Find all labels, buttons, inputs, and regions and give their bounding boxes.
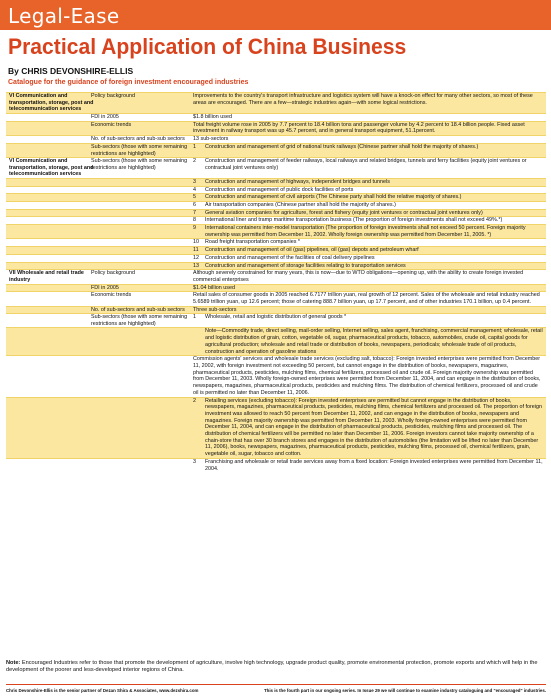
table-row bbox=[6, 135, 546, 143]
footnote-text: Encouraged Industries refer to those that promote the development of agriculture, involve high technology, upgrade product quality, promote environmental protection, promote exports and which will help in the development of the poorer and less-developed interior regions of China. bbox=[6, 660, 538, 673]
item-text: Construction and management of oil (gas) pipelines, oil (gas) depots and petroleum wharf bbox=[205, 247, 419, 254]
table-row bbox=[6, 262, 546, 270]
item-text: $1.04 billion used bbox=[193, 284, 235, 291]
table-row bbox=[6, 291, 546, 305]
item-number: 1 bbox=[193, 143, 196, 150]
section-banner bbox=[0, 0, 551, 30]
row-value bbox=[193, 239, 546, 246]
table-row bbox=[6, 121, 546, 135]
sector-name: VI Communication and transportation, storage, post and telecommunication services bbox=[9, 157, 94, 178]
item-number: 1 bbox=[193, 314, 196, 321]
row-value bbox=[193, 187, 546, 194]
item-text: Construction and management of grid of national trunk railways (Chinese partner shall hold the majority of shares.) bbox=[205, 143, 479, 150]
row-label: Sub-sectors (those with some remaining restrictions are highlighted) bbox=[91, 157, 188, 171]
row-value bbox=[193, 93, 546, 106]
table-row bbox=[6, 201, 546, 209]
item-text: Although severely constrained for many years, this is now—due to WTO obligations—opening up, with the ability to create foreign invested commercial enterprises bbox=[193, 270, 524, 283]
row-value bbox=[193, 328, 546, 355]
table-row bbox=[6, 327, 546, 355]
table-row bbox=[6, 254, 546, 262]
item-number: 8 bbox=[193, 217, 196, 224]
row-value bbox=[193, 179, 546, 186]
row-value bbox=[193, 314, 546, 321]
item-text: Three sub-sectors bbox=[193, 306, 237, 313]
item-text: Road freight transportation companies * bbox=[205, 239, 300, 246]
table-row bbox=[6, 157, 546, 178]
row-label: No. of sub-sectors and sub-sub sectors bbox=[91, 136, 185, 143]
row-value bbox=[193, 114, 546, 121]
row-value bbox=[193, 292, 546, 305]
item-number: 7 bbox=[193, 209, 196, 216]
byline: By CHRIS DEVONSHIRE-ELLIS bbox=[8, 66, 134, 76]
row-value bbox=[193, 194, 546, 201]
item-text: $1.8 billion used bbox=[193, 114, 232, 120]
row-value bbox=[193, 247, 546, 254]
row-label: FDI in 2005 bbox=[91, 114, 119, 120]
item-number bbox=[193, 328, 205, 355]
footer-rule bbox=[6, 684, 546, 685]
item-number: 5 bbox=[193, 194, 196, 201]
item-text: 13 sub-sectors bbox=[193, 136, 229, 143]
table-row bbox=[6, 209, 546, 217]
item-number: 3 bbox=[193, 178, 196, 185]
row-value bbox=[193, 285, 546, 292]
row-value bbox=[193, 225, 546, 238]
row-value bbox=[193, 158, 546, 171]
row-value bbox=[193, 202, 546, 209]
item-text: Construction and management of storage facilities relating to transportation services bbox=[205, 262, 406, 269]
sector-name: VII Wholesale and retail trade industry bbox=[9, 270, 84, 283]
row-value bbox=[193, 144, 546, 151]
item-text: Construction and management of the facilities of coal delivery pipelines bbox=[205, 254, 375, 261]
item-text: Commission agents' services and wholesale trade services (excluding salt, tobacco): Foreign invested enterprises were permitted from December 11, 2002, with foreign investment not exceeding 50 percent, but cannot engage in the distribution of books, newspapers, magazines, pharmaceutical products, pesticides, mulching films, chemical fertilizers, processed oil and crude oil. Foreign majority ownership was permitted from December 11, 2003. Wholly foreign-owned enterprises were permitted from December 11, 2004, and can engage in the distribution of books, newspapers, magazines, pharmaceutical products, pesticides and mulching films. The distribution of chemical fertilizers, processed oil and crude oil is permitted no later than December 11, 2006. bbox=[193, 356, 541, 396]
footer-left: Chris Devonshire-Ellis is the senior partner of Dezan Shira & Associates, www.dezshira.com bbox=[6, 688, 199, 693]
row-value bbox=[193, 270, 546, 283]
row-value bbox=[193, 459, 546, 472]
table-row bbox=[6, 313, 546, 327]
item-text: Construction and management of feeder railways, local railways and related bridges, tunnels and ferry facilities (equity joint ventures or contractual joint ventures only) bbox=[205, 157, 527, 171]
page-footer bbox=[6, 688, 546, 693]
footer-right: This is the fourth part in our ongoing series. In Issue 29 we will continue to examine industry cataloguing and "encouraged" industries. bbox=[263, 688, 546, 693]
table-row bbox=[6, 269, 546, 283]
table-row bbox=[6, 186, 546, 194]
row-value bbox=[193, 136, 546, 143]
footnote bbox=[6, 660, 546, 674]
row-label: Economic trends bbox=[91, 121, 132, 128]
table-row bbox=[6, 355, 546, 396]
table-row bbox=[6, 397, 546, 458]
row-label: Policy background bbox=[91, 93, 136, 99]
sector-name: VI Communication and transportation, storage, post and telecommunication services bbox=[9, 93, 94, 113]
item-text: Note—Commodity trade, direct selling, mail-order selling, Internet selling, sales agent, franchising, commercial management; wholesale, retail and logistic distribution of grain, cotton, vegetable oil, sugar, pharmaceutical products, tobacco, automobiles, crude oil, capital goods for agricultural production; wholesale and retail trade or distribution of books, newspapers, periodicals; wholesale trade of oil products, construction and operation of gasoline stations bbox=[205, 328, 543, 355]
table-row bbox=[6, 458, 546, 472]
table-row bbox=[6, 92, 546, 113]
table-row bbox=[6, 238, 546, 246]
item-text: Retailing services (excluding tobacco): Foreign invested enterprises are permitted but cannot engage in the distribution of books, newspapers, magazines, pharmaceutical products, pesticides, mulching films, chemical fertilizers and processed oil. The proportion of foreign investment was allowed to reach 50 percent from December 11, 2002, and can engage in the distribution of books, newspapers and magazines. Foreign majority ownership was permitted from December 11, 2003. Wholly foreign-owned enterprises were permitted from December 11, 2004, and can engage in the distribution of pharmaceutical products, pesticides, mulching films and processed oil. The distribution of chemical fertilizers will be permitted no later than December 11, 2006. Foreign investors cannot take majority ownership of a chain-store that has over 30 branch stores and engages in the distribution of automobiles (the limitation will be lifted no later than December 11, 2006), books, newspapers, magazines, pharmaceutical products, pesticides, mulching films, processed oil, chemical fertilizers, grain, vegetable oil, sugar, tobacco and cotton. bbox=[205, 397, 542, 458]
item-text: International containers inter-model transportation (The proportion of foreign investments shall not exceed 50 percent. Foreign majority ownership was permitted from December 11, 2002. Wholly foreign ownership was permitted from December 11, 2005. *) bbox=[205, 225, 526, 238]
footnote-label: Note: bbox=[6, 660, 21, 666]
row-label: FDI in 2005 bbox=[91, 284, 119, 291]
table-row bbox=[6, 216, 546, 224]
item-number: 4 bbox=[193, 186, 196, 193]
table-row bbox=[6, 143, 546, 157]
item-number: 2 bbox=[193, 397, 196, 404]
row-value bbox=[193, 255, 546, 262]
item-number: 6 bbox=[193, 201, 196, 208]
table-row bbox=[6, 224, 546, 238]
item-text: Air transportation companies (Chinese partner shall hold the majority of shares.) bbox=[205, 201, 396, 208]
item-text: Franchising and wholesale or retail trade services away from a fixed location: Foreign invested enterprises were permitted from December 11, 2004. bbox=[205, 458, 543, 472]
industry-catalogue-table bbox=[6, 92, 546, 472]
row-label: Policy background bbox=[91, 270, 136, 277]
item-text: Wholesale, retail and logistic distribution of general goods * bbox=[205, 314, 347, 321]
row-value bbox=[193, 307, 546, 314]
item-text: International liner and tramp maritime transportation business (The proportion of foreign investments shall not exceed 49%.*) bbox=[205, 217, 503, 224]
item-text: Construction and management of public dock facilities of ports bbox=[205, 186, 354, 193]
item-text: Total freight volume rose in 2005 by 7.7 percent to 18.4 billion tons and passenger volume by 4.2 percent to 18.4 billion people. Fixed asset investment in railway transport was up 45.7 percent, and in general transport equipment, 51.1percent. bbox=[193, 121, 525, 135]
item-number: 9 bbox=[193, 225, 196, 232]
item-text: Retail sales of consumer goods in 2005 reached 6.7177 trillion yuan, real growth of 12 percent. Sales of the wholesale and retail industry reached 5.6589 trillion yuan, up 12.6 percent; those of catering 888.7 billion yuan, up 17.7 percent, and of other industries 170.1 billion, up 0.4 percent. bbox=[193, 292, 540, 306]
table-row bbox=[6, 284, 546, 292]
item-number: 2 bbox=[193, 157, 196, 164]
item-text: General aviation companies for agriculture, forest and fishery (equity joint ventures or contractual joint ventures only) bbox=[205, 209, 483, 216]
row-label: Economic trends bbox=[91, 292, 132, 299]
table-row bbox=[6, 178, 546, 186]
item-number: 3 bbox=[193, 458, 196, 465]
table-row bbox=[6, 113, 546, 121]
row-value bbox=[193, 398, 546, 458]
row-label: Sub-sectors (those with some remaining restrictions are highlighted) bbox=[91, 314, 188, 328]
item-number: 10 bbox=[193, 239, 199, 246]
table-row bbox=[6, 306, 546, 314]
item-number: 12 bbox=[193, 254, 199, 261]
item-number: 13 bbox=[193, 262, 199, 269]
item-text: Construction and management of highways, independent bridges and tunnels bbox=[205, 178, 390, 185]
article-title: Practical Application of China Business bbox=[8, 34, 407, 59]
row-label: No. of sub-sectors and sub-sub sectors bbox=[91, 306, 185, 313]
table-row bbox=[6, 246, 546, 254]
row-value bbox=[193, 122, 546, 135]
row-value bbox=[193, 210, 546, 217]
row-value bbox=[193, 263, 546, 270]
row-label: Sub-sectors (those with some remaining restrictions are highlighted) bbox=[91, 143, 188, 157]
row-value bbox=[193, 217, 546, 224]
item-text: Construction and management of civil airports (The Chinese party shall hold the relative majority of shares.) bbox=[205, 194, 462, 201]
table-row bbox=[6, 193, 546, 201]
row-value bbox=[193, 356, 546, 396]
item-text: Improvements to the country's transport infrastructure and logistics system will have a knock-on effect for many other sectors, so most of these areas are encouraged. There are a few—strategic industries again—with some logical restrictions. bbox=[193, 93, 533, 106]
table-subtitle: Catalogue for the guidance of foreign investment encouraged industries bbox=[8, 79, 249, 86]
banner-label: Legal-Ease bbox=[8, 4, 120, 28]
item-number: 11 bbox=[193, 247, 199, 254]
